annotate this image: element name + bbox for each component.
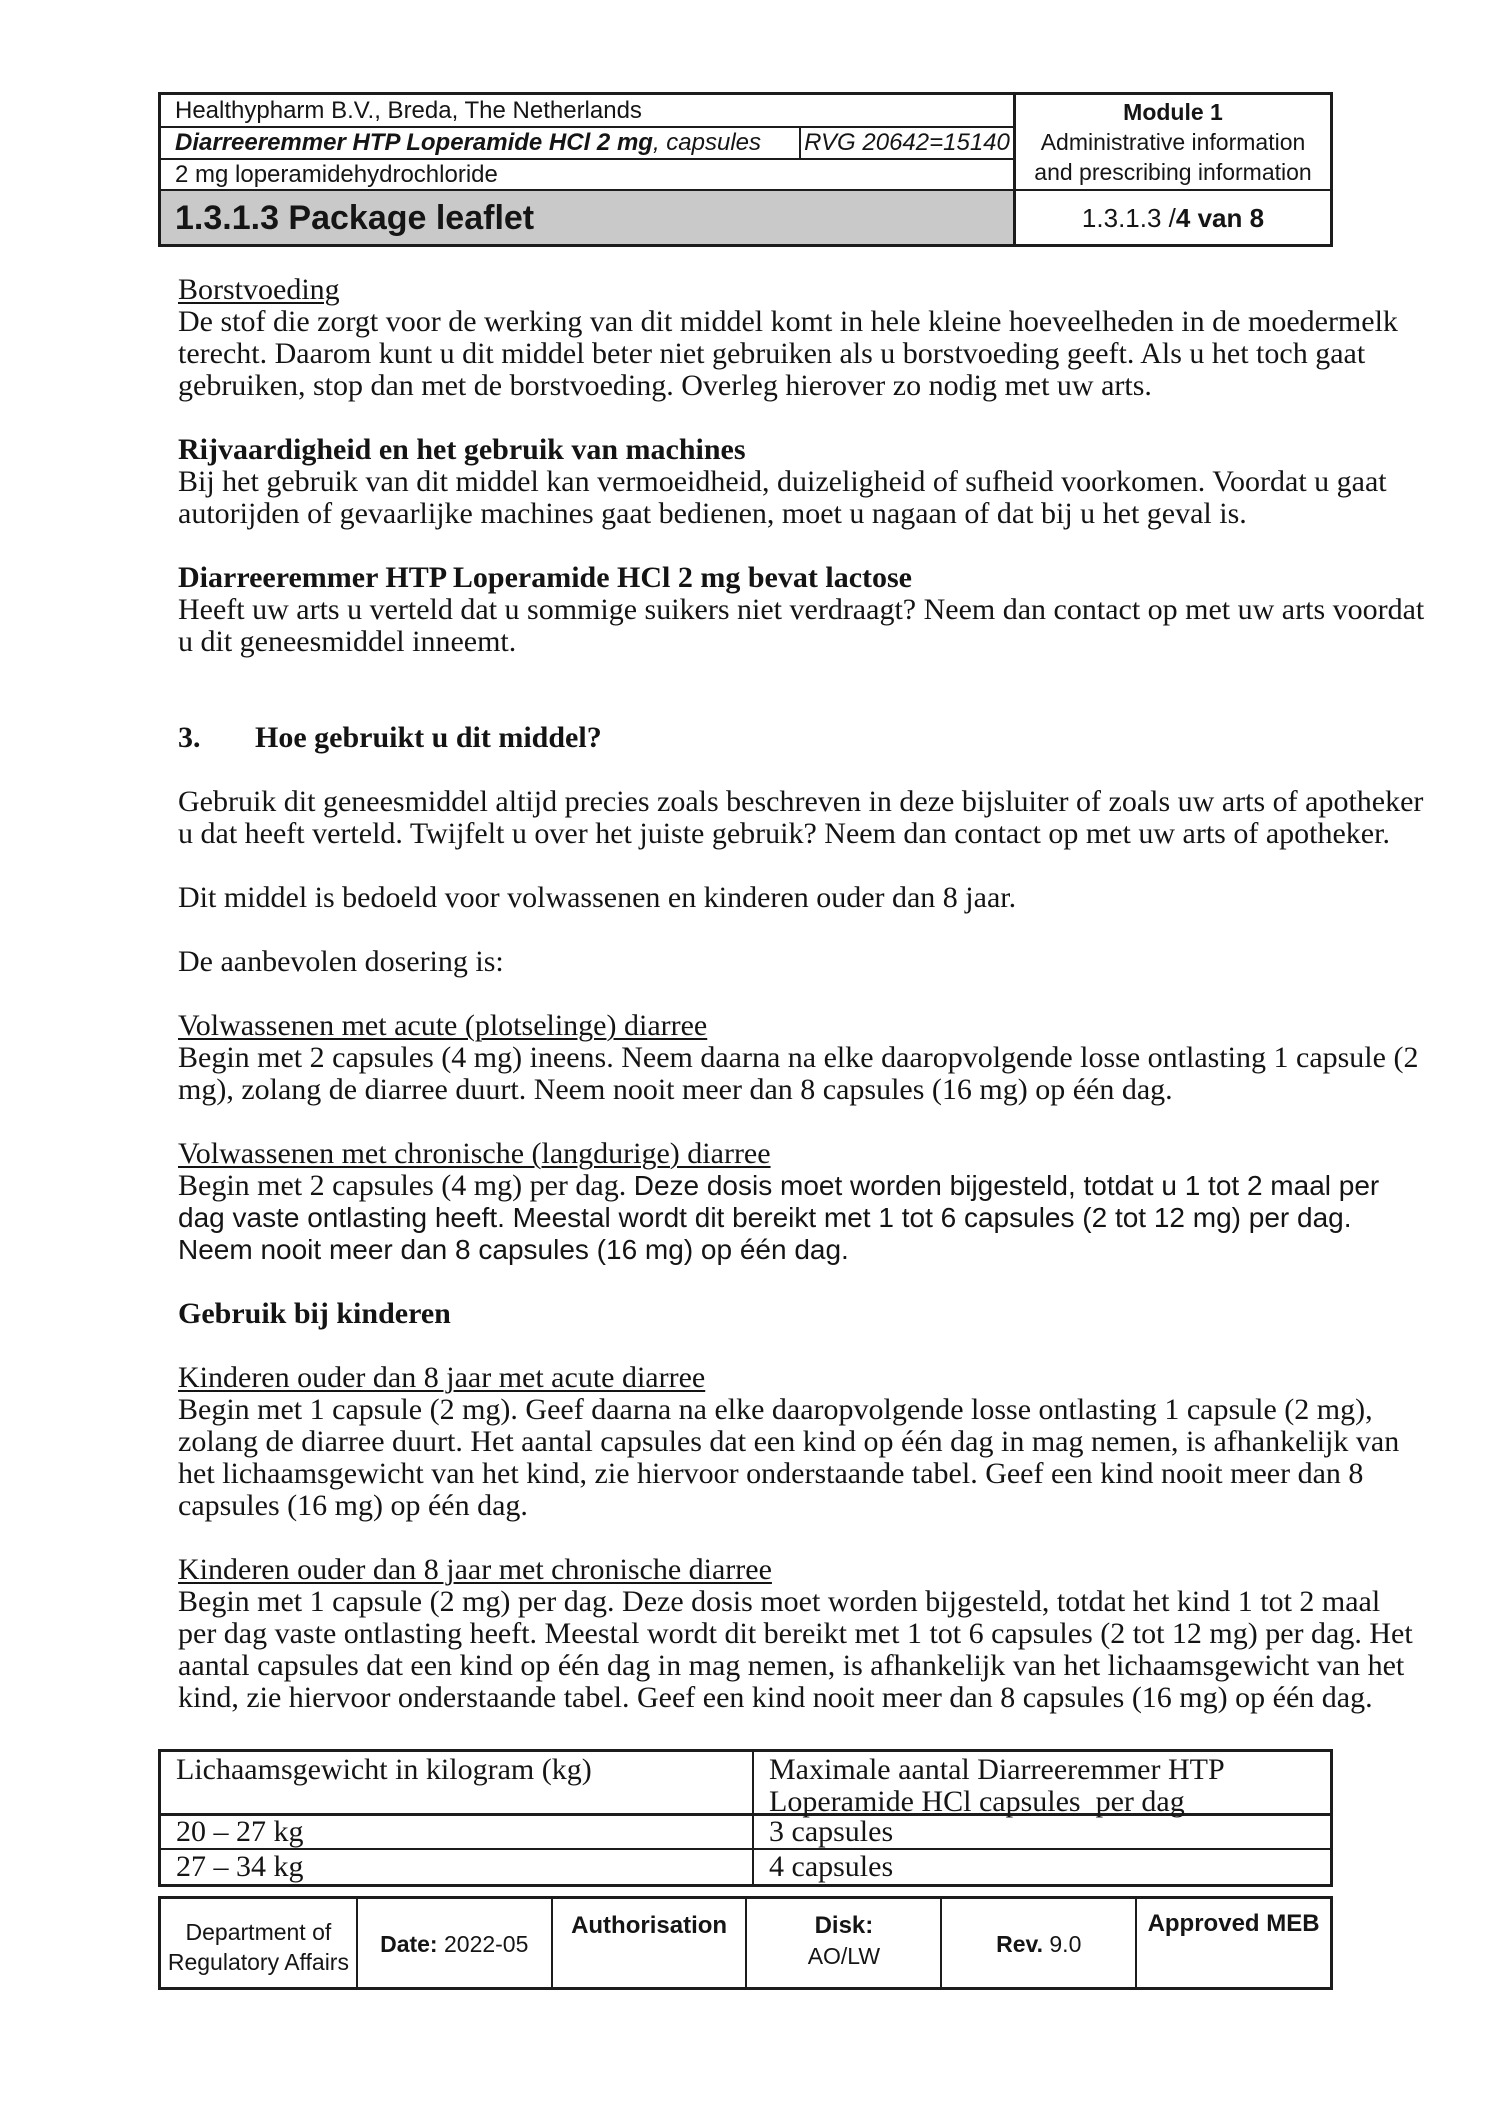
paragraph-usage: Gebruik dit geneesmiddel altijd precies zoals beschreven in deze bijsluiter of zoals uw arts of apotheker u dat heeft verteld. Twijfelt u over het juiste gebruik? Neem dan contact op met uw arts of apotheker. [178,785,1424,850]
rvg-number: RVG 20642=15140 [799,128,1013,158]
module-line2: and prescribing information [1034,159,1312,185]
spacer [178,1330,1426,1362]
product-row [161,128,1013,160]
footer-authorisation-cell: Authorisation [551,1899,746,1987]
footer-revision-cell [940,1899,1135,1987]
product-name [161,128,799,158]
leaflet-body [178,274,1426,1714]
spacer [178,754,1426,786]
paragraph-adults-chronic [178,1170,1426,1266]
dosage-row-max: 3 capsules [752,1816,1330,1850]
heading-breastfeeding: Borstvoeding [178,273,340,306]
paragraph-breastfeeding: De stof die zorgt voor de werking van dit middel komt in hele kleine hoeveelheden in de moedermelk terecht. Daarom kunt u dit middel beter niet gebruiken als u borstvoeding geeft. Als u het toch gaat gebruiken, stop dan met de borstvoeding. Overleg hierover zo nodig met uw arts. [178,305,1398,402]
footer-disk-label: Disk: [814,1912,874,1939]
dosage-row-weight: 27 – 34 kg [176,1850,304,1883]
paragraph-lactose: Heeft uw arts u verteld dat u sommige suikers niet verdraagt? Neem dan contact op met uw arts voordat u dit geneesmiddel inneemt. [178,593,1425,658]
paragraph-children-chronic: Begin met 1 capsule (2 mg) per dag. Deze dosis moet worden bijgesteld, totdat het kind 1 tot 2 maal per dag vaste ontlasting heeft. Meestal wordt dit bereikt met 1 tot 6 capsules (2 tot 12 mg) per dag. Het aantal capsules dat een kind op één dag in mag nemen, is afhankelijk van het lichaamsgewicht van het kind, zie hiervoor onderstaande tabel. Geef een kind nooit meer dan 8 capsules (16 mg) op één dag. [178,1585,1413,1714]
heading-children-acute: Kinderen ouder dan 8 jaar met acute diarree [178,1361,706,1394]
heading-adults-acute: Volwassenen met acute (plotselinge) diarree [178,1009,708,1042]
page-reference-prefix: 1.3.1.3 / [1081,202,1176,233]
footer-date-value: 2022-05 [437,1931,529,1957]
heading-children-use: Gebruik bij kinderen [178,1297,451,1330]
dosage-row-max: 4 capsules [752,1850,1330,1884]
footer-date-cell [356,1899,551,1987]
footer-department-line2: Regulatory Affairs [167,1949,349,1975]
footer-disk-value: AO/LW [807,1943,881,1969]
dosage-table [158,1749,1333,1887]
spacer [178,1106,1426,1138]
footer-approved-cell: Approved MEB [1135,1899,1330,1987]
spacer [178,402,1426,434]
spacer [178,530,1426,562]
module-line1: Administrative information [1040,129,1306,155]
spacer [178,850,1426,882]
module-title: Module 1 [1123,99,1223,125]
paragraph-dosage-intro: De aanbevolen dosering is: [178,945,504,978]
heading-driving: Rijvaardigheid en het gebruik van machines [178,433,746,466]
footer-department-cell [161,1899,356,1987]
page-reference [1013,191,1330,244]
heading-section-3 [178,722,1426,754]
dosage-table-header-max [752,1752,1330,1816]
footer-revision-label: Rev. [996,1931,1043,1957]
spacer [178,1266,1426,1298]
heading-adults-chronic: Volwassenen met chronische (langdurige) diarree [178,1137,771,1170]
section-title-bar: 1.3.1.3 Package leaflet [161,191,1013,244]
paragraph-children-acute: Begin met 1 capsule (2 mg). Geef daarna na elke daaropvolgende losse ontlasting 1 capsule (2 mg), zolang de diarree duurt. Het aantal capsules dat een kind op één dag in mag nemen, is afhankelijk van het lichaamsgewicht van het kind, zie hiervoor onderstaande tabel. Geef een kind nooit meer dan 8 capsules (16 mg) op één dag. [178,1393,1400,1522]
spacer [178,914,1426,946]
spacer [178,658,1426,722]
document-header-table [158,92,1333,247]
module-info-cell [1013,95,1330,191]
paragraph-driving: Bij het gebruik van dit middel kan vermoeidheid, duizeligheid of sufheid voorkomen. Voordat u gaat autorijden of gevaarlijke machines gaat bedienen, moet u nagaan of dat bij u het geval is. [178,465,1387,530]
paragraph-intended: Dit middel is bedoeld voor volwassenen en kinderen ouder dan 8 jaar. [178,881,1017,914]
footer-department-line1: Department of [185,1919,332,1945]
adults-chronic-serif-part: Begin met 2 capsules (4 mg) per dag. [178,1169,634,1202]
dosage-table-header-max-line2: Loperamide HCl capsules per dag [769,1785,1185,1818]
footer-revision-value: 9.0 [1043,1931,1082,1957]
dosage-row-weight: 20 – 27 kg [161,1816,752,1850]
footer-date-label: Date: [380,1931,438,1957]
product-name-suffix: , capsules [652,129,761,156]
spacer [178,978,1426,1010]
heading-lactose: Diarreeremmer HTP Loperamide HCl 2 mg bevat lactose [178,561,912,594]
company-name: Healthypharm B.V., Breda, The Netherlands [161,95,1013,128]
dosage-table-header-max-line1: Maximale aantal Diarreeremmer HTP [769,1753,1225,1786]
paragraph-adults-acute: Begin met 2 capsules (4 mg) ineens. Neem daarna na elke daaropvolgende losse ontlasting 1 capsule (2 mg), zolang de diarree duurt. Neem nooit meer dan 8 capsules (16 mg) op één dag. [178,1041,1419,1106]
heading-children-chronic: Kinderen ouder dan 8 jaar met chronische diarree [178,1553,772,1586]
adults-chronic-sans-part: Deze dosis moet worden bijgesteld, totdat u 1 tot 2 maal per dag vaste ontlasting heeft. Meestal wordt dit bereikt met 1 tot 6 capsules (2 tot 12 mg) per dag. Neem nooit meer dan 8 capsules (16 mg) op één dag. [178,1170,1380,1265]
approval-footer-table [158,1896,1333,1990]
page-reference-number: 4 van 8 [1175,202,1265,233]
section-3-title: Hoe gebruikt u dit middel? [255,721,602,754]
section-3-number: 3. [178,721,201,754]
spacer [178,1522,1426,1554]
footer-disk-cell [745,1899,940,1987]
strength-line: 2 mg loperamidehydrochloride [161,160,1013,191]
dosage-table-header-weight: Lichaamsgewicht in kilogram (kg) [161,1752,752,1816]
product-name-bold: Diarreeremmer HTP Loperamide HCl 2 mg [175,129,653,156]
